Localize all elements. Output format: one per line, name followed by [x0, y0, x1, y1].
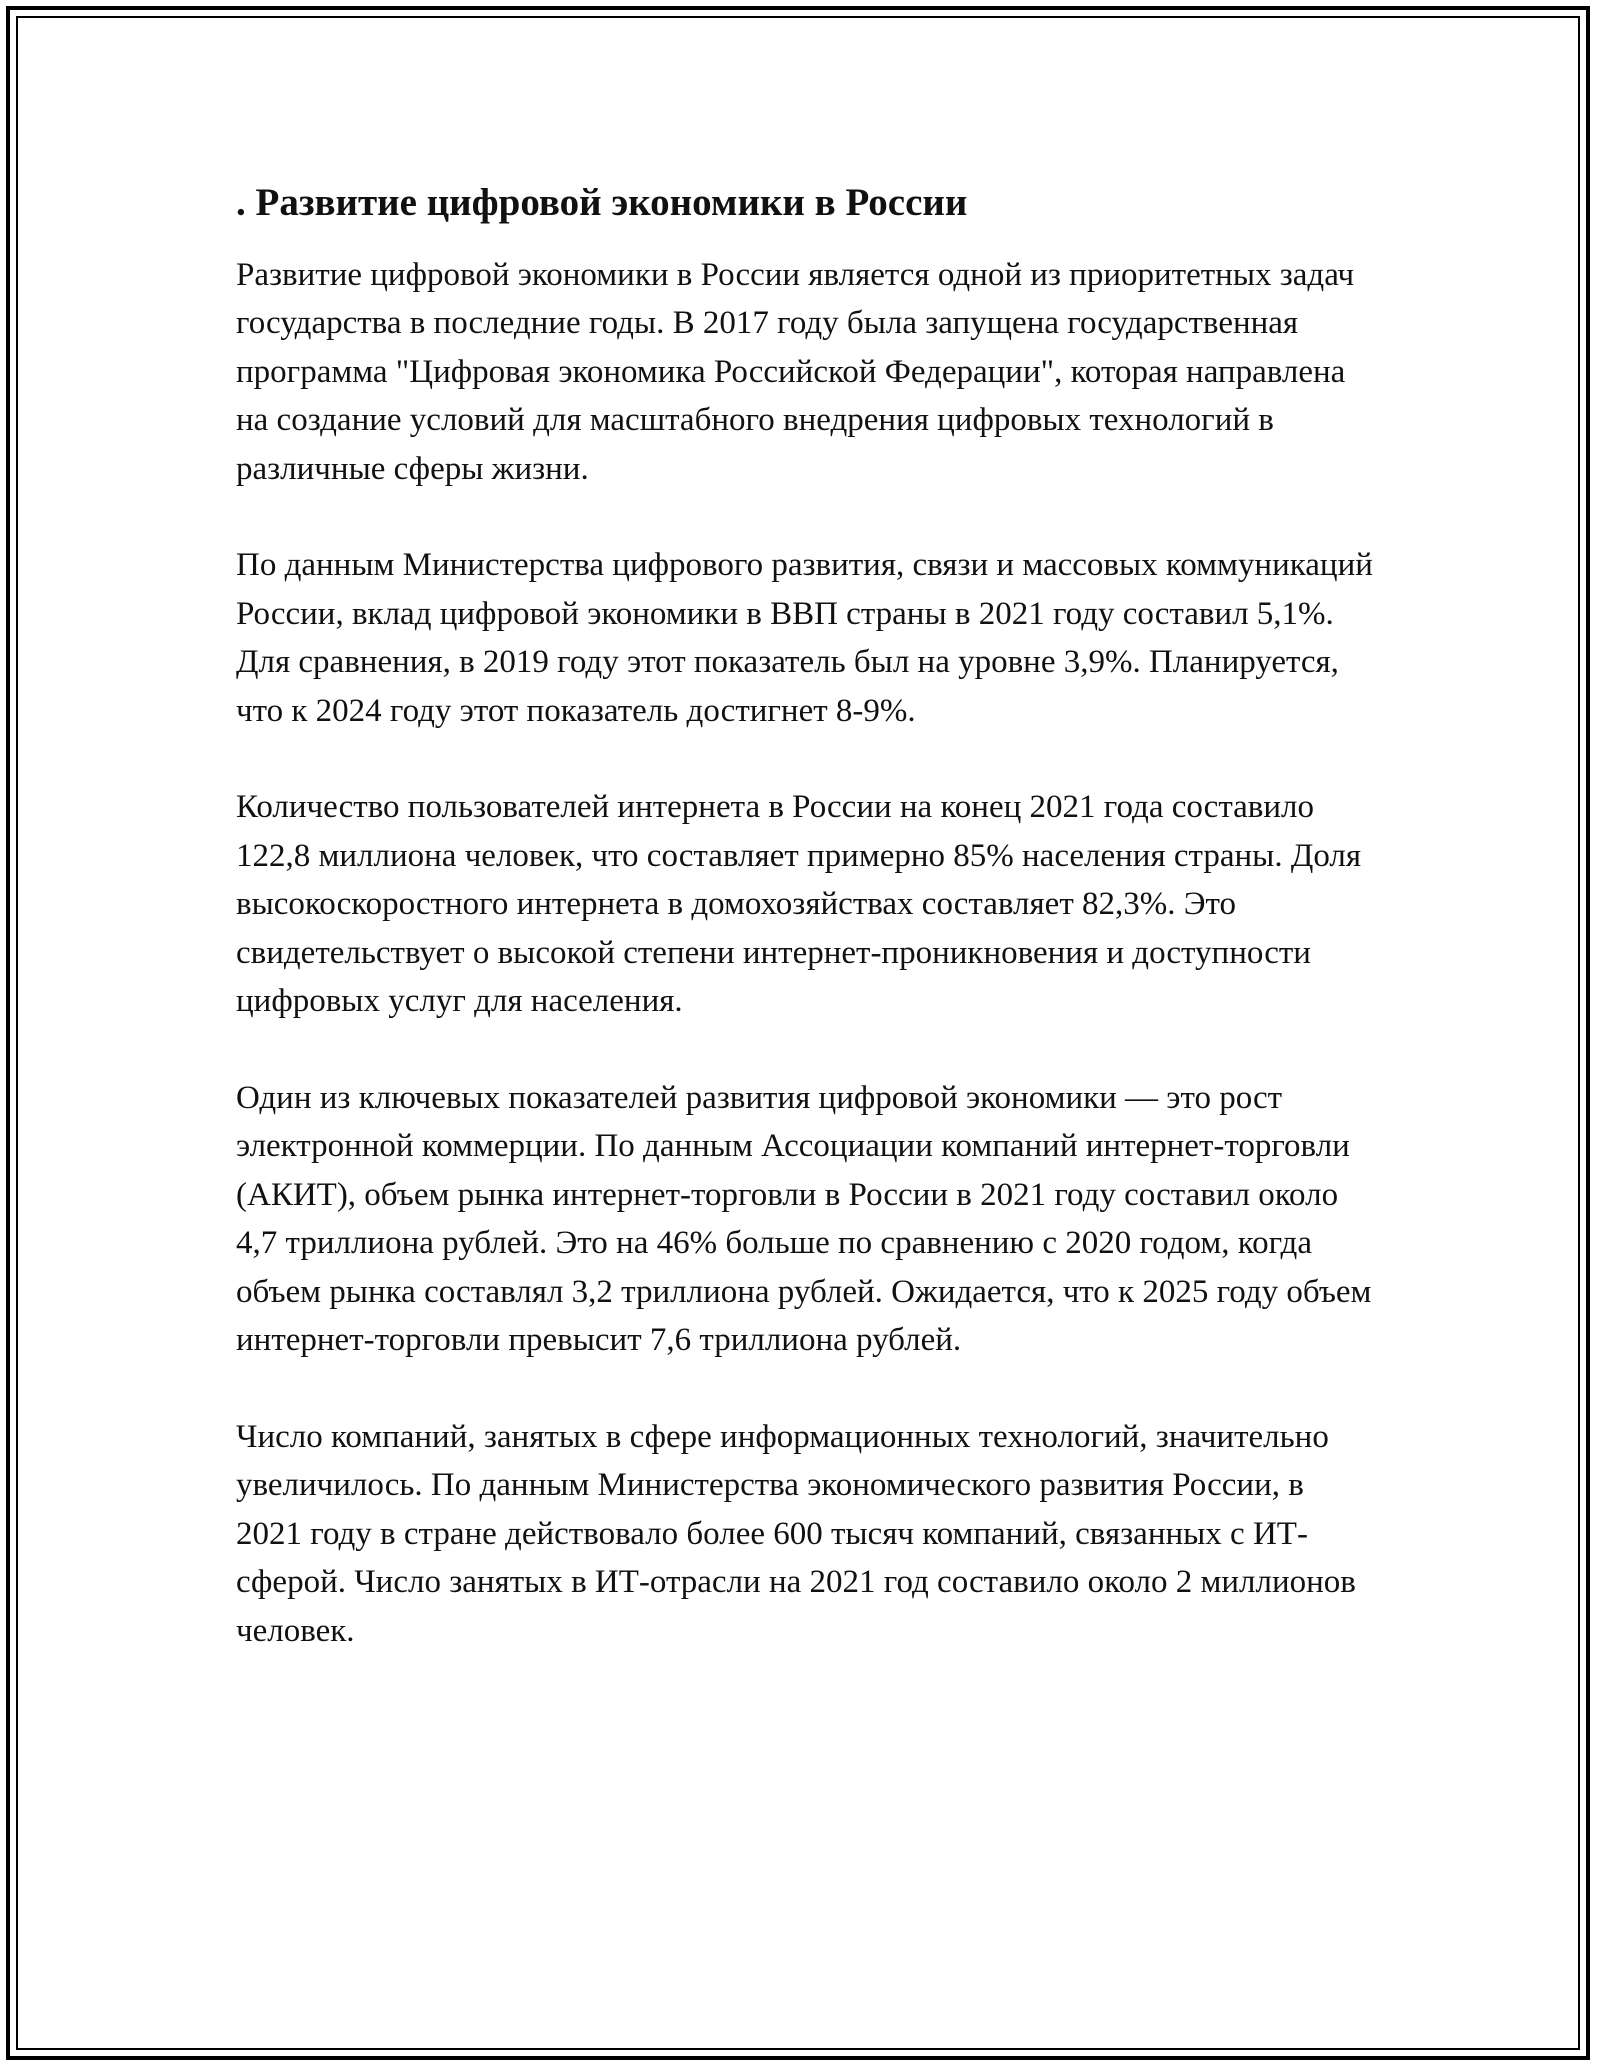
document-body — [236, 178, 1376, 1703]
document-heading: . Развитие цифровой экономики в России — [236, 181, 968, 224]
paragraph-digital-economy-program: Развитие цифровой экономики в России является одной из приоритетных задач государства в последние годы. В 2017 году была запущена государственная программа "Цифровая экономика Российской Федерации", которая направлена на создание условий для масштабного внедрения цифровых технологий в различные сферы жизни. — [236, 256, 1355, 487]
paragraph-it-companies: Число компаний, занятых в сфере информационных технологий, значительно увеличилось. По данным Министерства экономического развития России, в 2021 году в стране действовало более 600 тысяч компаний, связанных с ИТ-сферой. Число занятых в ИТ-отрасли на 2021 год составило около 2 миллионов человек. — [236, 1418, 1356, 1649]
paragraph-internet-users: Количество пользователей интернета в России на конец 2021 года составило 122,8 миллиона человек, что составляет примерно 85% населения страны. Доля высокоскоростного интернета в домохозяйствах составляет 82,3%. Это свидетельствует о высокой степени интернет-проникновения и доступности цифровых услуг для населения. — [236, 789, 1362, 1020]
paragraph-gdp-share: По данным Министерства цифрового развития, связи и массовых коммуникаций России, вклад цифровой экономики в ВВП страны в 2021 году составил 5,1%. Для сравнения, в 2019 году этот показатель был на уровне 3,9%. Планируется, что к 2024 году этот показатель достигнет 8-9%. — [236, 547, 1373, 729]
paragraph-ecommerce: Один из ключевых показателей развития цифровой экономики — это рост электронной коммерции. По данным Ассоциации компаний интернет-торговли (АКИТ), объем рынка интернет-торговли в России в 2021 году составил около 4,7 триллиона рублей. Это на 46% больше по сравнению с 2020 годом, когда объем рынка составлял 3,2 триллиона рублей. Ожидается, что к 2025 году объем интернет-торговли превысит 7,6 триллиона рублей. — [236, 1079, 1372, 1359]
